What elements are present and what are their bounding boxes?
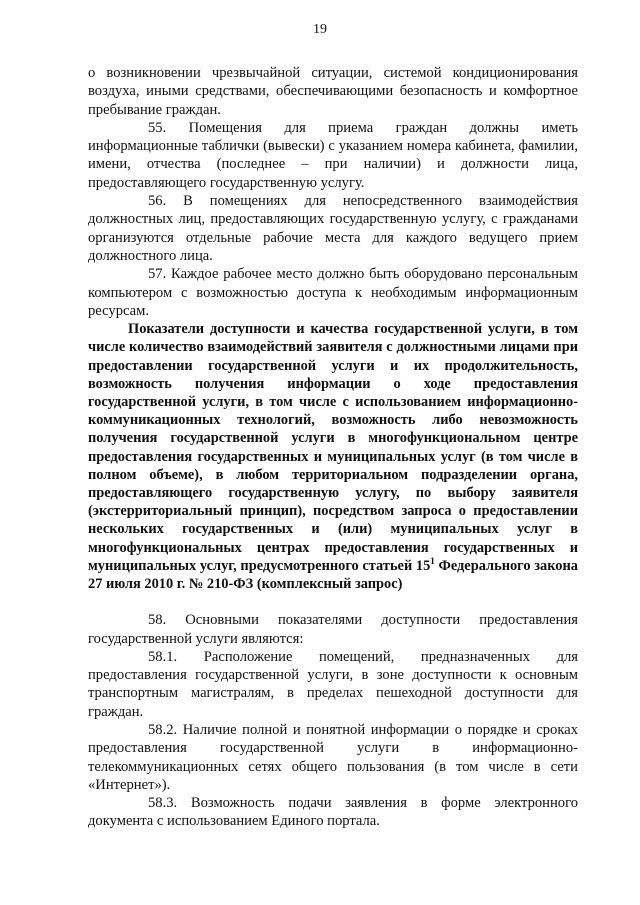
spacer bbox=[88, 593, 578, 611]
section-heading-text: Показатели доступности и качества государственной услуги, в том числе количество взаимодействий заявителя с должностными лицами при предоставлении государственной услуги и их продолжительность, возможность получения информации о ходе предоставления государственной услуги, в том числе с использованием информационно-коммуникационных технологий, возможность либо невозможность получения государственной услуги в многофункциональном центре предоставления государственных и муниципальных услуг (в том числе в полном объеме), в любом территориальном подразделении органа, предоставляющего государственную услугу, по выбору заявителя (экстерриториальный принцип), посредством запроса о предоставлении нескольких государственных и (или) муниципальных услуг в многофункциональных центрах предоставления государственных и муниципальных услуг, предусмотренного статьей 15 bbox=[88, 321, 578, 574]
paragraph-55: 55. Помещения для приема граждан должны иметь информационные таблички (вывески) с указанием номера кабинета, фамилии, имени, отчества (последнее – при наличии) и должности лица, предоставляющего государственную услугу. bbox=[88, 119, 578, 191]
section-heading-text-end: Федерального закона 27 июля 2010 г. № 210-ФЗ (комплексный запрос) bbox=[88, 557, 578, 592]
paragraph-56: 56. В помещениях для непосредственного взаимодействия должностных лиц, предоставляющих государственную услугу, с гражданами организуются отдельные рабочие места для каждого ведущего прием должностного лица. bbox=[88, 193, 578, 264]
section-heading bbox=[88, 320, 578, 593]
paragraph-58: 58. Основными показателями доступности предоставления государственной услуги являются: bbox=[88, 612, 578, 647]
page-number: 19 bbox=[313, 22, 327, 37]
paragraph-continuation: о возникновении чрезвычайной ситуации, системой кондиционирования воздуха, иными средствами, обеспечивающими безопасность и комфортное пребывание граждан. bbox=[88, 65, 578, 118]
paragraph-58-3: 58.3. Возможность подачи заявления в форме электронного документа с использованием Единого портала. bbox=[88, 795, 578, 830]
paragraph-58-2: 58.2. Наличие полной и понятной информации о порядке и сроках предоставления государственной услуги в информационно-телекоммуникационных сетях общего пользования (в том числе в сети «Интернет»). bbox=[88, 721, 578, 793]
document-body bbox=[88, 64, 578, 831]
paragraph-58-1: 58.1. Расположение помещений, предназначенных для предоставления государственной услуги, в зоне доступности к основным транспортным магистралям, в пределах пешеходной доступности для граждан. bbox=[88, 648, 578, 720]
section-heading-superscript: 1 bbox=[430, 556, 435, 566]
paragraph-57: 57. Каждое рабочее место должно быть оборудовано персональным компьютером с возможностью доступа к необходимым информационным ресурсам. bbox=[88, 266, 578, 319]
